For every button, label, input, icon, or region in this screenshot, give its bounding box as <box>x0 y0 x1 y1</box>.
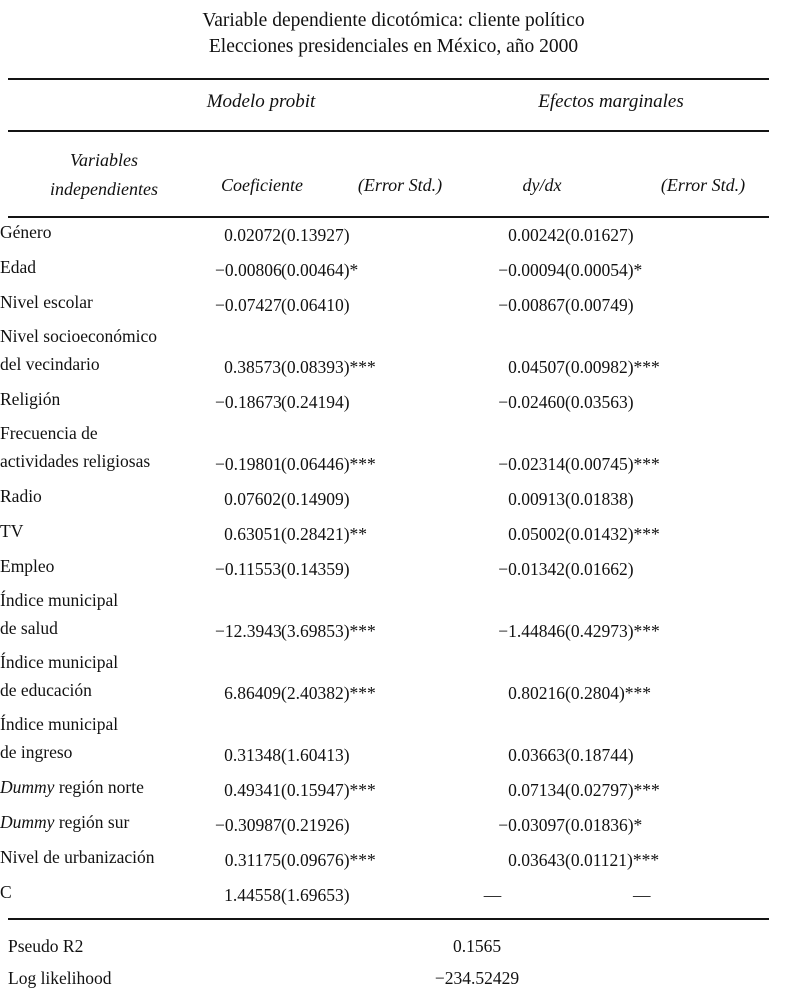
cell-coefficient: −0.07427 <box>215 295 282 315</box>
table-row <box>0 877 787 912</box>
cell-dydx: −0.01342 <box>498 559 565 579</box>
cell-dydx: 0.00913 <box>508 489 565 509</box>
cell-coefficient: −0.19801 <box>215 454 282 474</box>
cell-error-std-1: (2.40382)*** <box>281 683 376 703</box>
cell-error-std-1: (0.24194) <box>281 392 350 412</box>
cell-dydx: −0.00094 <box>498 260 565 280</box>
log-likelihood-label: Log likelihood <box>8 968 112 988</box>
cell-dydx: 0.03643 <box>508 850 565 870</box>
cell-coefficient: 0.49341 <box>224 780 281 800</box>
cell-coefficient: 1.44558 <box>224 885 281 905</box>
cell-dydx: 0.03663 <box>508 745 565 765</box>
cell-error-std-2: (0.01627) <box>565 225 634 245</box>
cell-dydx: −0.00867 <box>498 295 565 315</box>
cell-error-std-1: (0.14909) <box>281 489 350 509</box>
cell-error-std-1: (0.21926) <box>281 815 350 835</box>
cell-error-std-1: (1.60413) <box>281 745 350 765</box>
table-row <box>0 516 787 551</box>
cell-error-std-1: (0.28421)** <box>281 524 368 544</box>
cell-error-std-1: (1.69653) <box>281 885 350 905</box>
cell-coefficient: 0.63051 <box>224 524 281 544</box>
cell-variable-name: Nivel escolar <box>0 292 93 312</box>
cell-error-std-1: (0.00464)* <box>281 260 359 280</box>
cell-error-std-2: (0.00054)* <box>565 260 643 280</box>
column-header-dydx: dy/dx <box>522 175 562 195</box>
cell-error-std-2: (0.00745)*** <box>565 454 660 474</box>
cell-coefficient: 0.38573 <box>224 357 281 377</box>
cell-coefficient: −0.11553 <box>215 559 282 579</box>
cell-error-std-2: (0.01432)*** <box>565 524 660 544</box>
cell-error-std-1: (0.08393)*** <box>281 357 376 377</box>
cell-variable-name: Empleo <box>0 556 55 576</box>
table-row <box>0 481 787 516</box>
cell-error-std-1: (0.14359) <box>281 559 350 579</box>
table-row <box>0 772 787 807</box>
cell-error-std-2: (0.18744) <box>565 745 634 765</box>
pseudo-r2-value: 0.1565 <box>452 936 502 956</box>
cell-dydx: 0.05002 <box>508 524 565 544</box>
cell-variable-name: Religión <box>0 389 61 409</box>
cell-error-std-2: (0.01121)*** <box>565 850 660 870</box>
cell-error-std-1: (0.09676)*** <box>281 850 376 870</box>
cell-dydx: −1.44846 <box>498 621 565 641</box>
cell-error-std-2: (0.01838) <box>565 489 634 509</box>
log-likelihood-value: −234.52429 <box>434 968 520 988</box>
table-row <box>0 322 787 384</box>
results-table-body <box>0 217 787 912</box>
cell-variable-name: C <box>0 882 12 902</box>
cell-error-std-1: (0.15947)*** <box>281 780 376 800</box>
cell-variable-name: Género <box>0 222 52 242</box>
cell-dydx: −0.03097 <box>498 815 565 835</box>
column-header-coeficiente: Coeficiente <box>221 175 303 195</box>
column-header-error-std-2: (Error Std.) <box>660 175 746 195</box>
cell-error-std-2: — <box>633 885 651 905</box>
body-footer-rule <box>8 918 769 920</box>
group-header-rule <box>8 130 769 132</box>
table-row <box>0 842 787 877</box>
cell-dydx: 0.00242 <box>508 225 565 245</box>
cell-variable-name: Nivel de urbanización <box>0 847 155 867</box>
group-header-marginales: Efectos marginales <box>538 91 684 112</box>
cell-coefficient: 0.07602 <box>224 489 281 509</box>
group-header-probit: Modelo probit <box>206 91 316 112</box>
cell-variable-name: Dummy región norte <box>0 777 144 797</box>
table-row <box>0 807 787 842</box>
cell-dydx: — <box>483 885 502 905</box>
cell-variable-name: Índice municipal de salud <box>0 590 119 638</box>
top-rule <box>8 78 769 80</box>
cell-error-std-2: (0.2804)*** <box>565 683 652 703</box>
cell-error-std-1: (3.69853)*** <box>281 621 376 641</box>
cell-coefficient: 0.31175 <box>224 850 281 870</box>
cell-variable-name: Edad <box>0 257 36 277</box>
cell-coefficient: −12.3943 <box>215 621 282 641</box>
cell-coefficient: −0.30987 <box>215 815 282 835</box>
cell-dydx: 0.04507 <box>508 357 565 377</box>
cell-dydx: 0.80216 <box>508 683 565 703</box>
cell-error-std-2: (0.00982)*** <box>565 357 660 377</box>
cell-error-std-1: (0.06410) <box>281 295 350 315</box>
table-row <box>0 252 787 287</box>
regression-table-page: Variable dependiente dicotómica: cliente político Elecciones presidenciales en México, año 2000 Modelo probit Efectos marginales Variables independientes Coeficiente (Error Std.) dy/dx (Error Std.) Género 0.02072 (0.13927) 0.00242 (0.01627) Edad −0.00806 (0.00464)* −0.00094 (0.00054)* Nivel escolar −0.07427 (0.06410) −0.00867 (0.00749) Nivel socioeconómico del vecindario 0.38573 (0.08393)*** 0.04507 (0.00982)*** Religión −0.18673 (0.24194) −0.02460 (0.03563) Frecuencia de actividades religiosas −0.19801 (0.06446)*** −0.02314 (0.00745)*** Radio 0.07602 (0.14909) 0.00913 (0.01838) TV 0.63051 (0.28421)** 0.05002 (0.01432)*** Empleo −0.11553 (0.14359) −0.01342 (0.01662) Índice municipal de salud −12.3943 (3.69853)*** −1.44846 (0.42973)*** Índice municipal de educación 6.86409 (2.40382)*** 0.80216 (0.2804)*** Índice municipal de ingreso 0.31348 (1.60413) 0.03663 (0.18744) Dummy región norte 0.49341 (0.15947)*** 0.07134 (0.02797)*** Dummy región sur −0.30987 (0.21926) −0.03097 (0.01836)* Nivel de urbanización 0.31175 (0.09676)*** 0.03643 (0.01121)*** C 1.44558 (1.69653) — — Pseudo R2 0.1565 Log likelihood −234.52429 <box>0 0 787 1003</box>
cell-error-std-2: (0.01662) <box>565 559 634 579</box>
cell-error-std-2: (0.03563) <box>565 392 634 412</box>
cell-error-std-2: (0.01836)* <box>565 815 643 835</box>
cell-coefficient: 0.31348 <box>224 745 281 765</box>
cell-variable-name: Índice municipal de ingreso <box>0 714 119 762</box>
table-row <box>0 648 787 710</box>
cell-error-std-2: (0.02797)*** <box>565 780 660 800</box>
cell-variable-name: Dummy región sur <box>0 812 130 832</box>
cell-variable-name: Radio <box>0 486 42 506</box>
cell-coefficient: −0.18673 <box>215 392 282 412</box>
cell-error-std-2: (0.42973)*** <box>565 621 660 641</box>
cell-variable-name: Frecuencia de actividades religiosas <box>0 423 151 471</box>
results-table <box>0 217 787 912</box>
column-header-error-std-1: (Error Std.) <box>357 175 443 195</box>
table-title <box>0 8 787 60</box>
pseudo-r2-label: Pseudo R2 <box>8 936 84 956</box>
cell-variable-name: Nivel socioeconómico del vecindario <box>0 326 157 374</box>
cell-dydx: −0.02460 <box>498 392 565 412</box>
table-row <box>0 710 787 772</box>
cell-dydx: −0.02314 <box>498 454 565 474</box>
table-row <box>0 384 787 419</box>
cell-coefficient: 6.86409 <box>224 683 281 703</box>
cell-variable-name: Índice municipal de educación <box>0 652 119 700</box>
cell-coefficient: 0.02072 <box>224 225 281 245</box>
cell-error-std-1: (0.06446)*** <box>281 454 376 474</box>
table-row <box>0 217 787 252</box>
table-row <box>0 419 787 481</box>
table-row <box>0 551 787 586</box>
cell-variable-name: TV <box>0 521 24 541</box>
table-title-line1: Variable dependiente dicotómica: cliente político <box>202 10 585 31</box>
cell-coefficient: −0.00806 <box>215 260 282 280</box>
cell-error-std-1: (0.13927) <box>281 225 350 245</box>
cell-error-std-2: (0.00749) <box>565 295 634 315</box>
table-title-line2: Elecciones presidenciales en México, año 2000 <box>208 36 579 57</box>
table-row <box>0 586 787 648</box>
table-row <box>0 287 787 322</box>
cell-dydx: 0.07134 <box>508 780 565 800</box>
